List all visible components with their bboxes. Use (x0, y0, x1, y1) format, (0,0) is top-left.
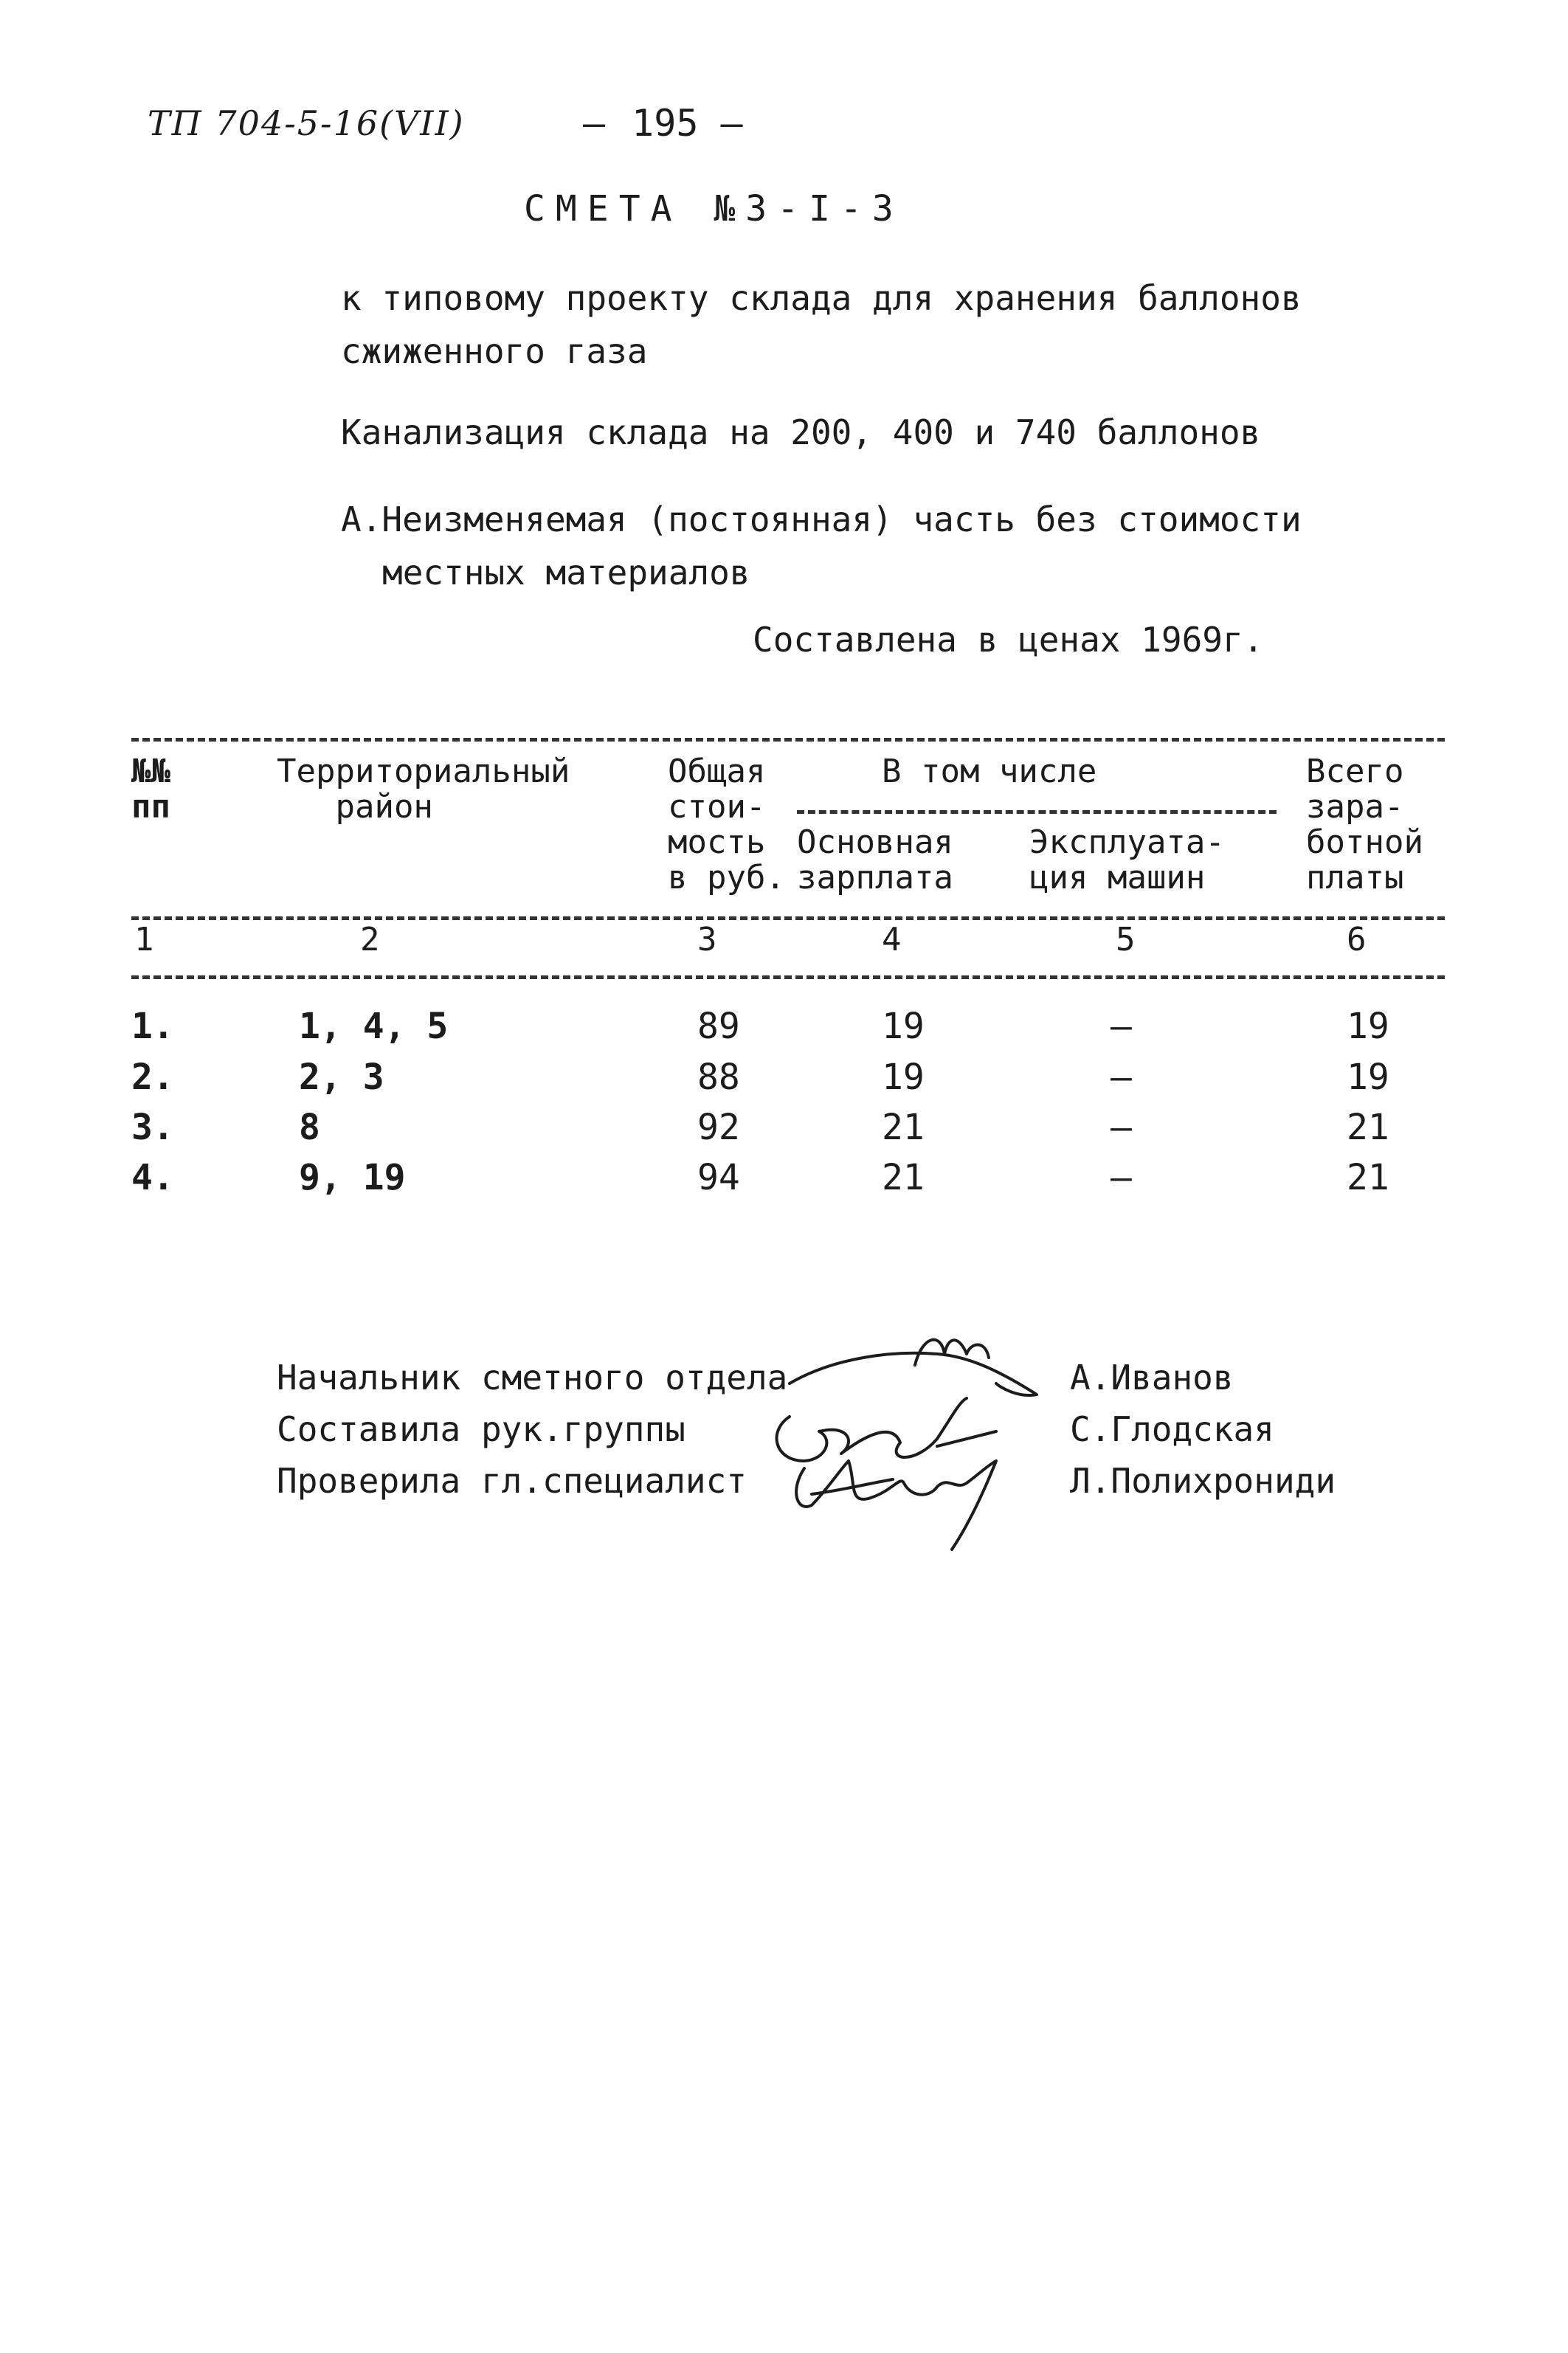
row-1-machines: – (1111, 1006, 1132, 1047)
row-3-region: 8 (299, 1107, 320, 1148)
row-2-wages: 19 (1347, 1057, 1389, 1098)
header-bottom-rule (131, 916, 1445, 920)
signature-stroke-4 (937, 1431, 996, 1446)
part-line-1: А.Неизменяемая (постоянная) часть без стоимости (341, 500, 1302, 539)
signature-stroke-3 (777, 1398, 967, 1461)
signature-name-2: С.Глодская (1070, 1409, 1274, 1449)
prices-note: Составлена в ценах 1969г. (753, 620, 1264, 660)
signature-role-1: Начальник сметного отдела (277, 1358, 788, 1397)
subtitle (341, 272, 1302, 378)
row-4-machines: – (1111, 1157, 1132, 1198)
header-including: В том числе (882, 753, 1097, 790)
row-1-salary: 19 (882, 1006, 925, 1047)
row-3-total: 92 (697, 1107, 740, 1148)
column-number-3: 3 (697, 921, 717, 958)
page-number-dash-left: – (583, 102, 606, 145)
document-code: ТП 704-5-16(VII) (148, 103, 465, 143)
signature-stroke-1 (790, 1353, 1037, 1395)
signature-stroke-5 (796, 1461, 996, 1549)
page-number-dash-right: – (720, 102, 743, 145)
row-4-salary: 21 (882, 1157, 925, 1198)
row-3-machines: – (1111, 1107, 1132, 1148)
table-top-rule (131, 738, 1445, 742)
subtitle-line-2: сжиженного газа (341, 331, 648, 371)
page-number (583, 102, 747, 145)
row-4-wages: 21 (1347, 1157, 1389, 1198)
header-num: №№ пп (131, 753, 170, 826)
column-number-2: 2 (360, 921, 380, 958)
row-4-num: 4. (131, 1157, 174, 1198)
header-total: Общая стои- мость в руб. (668, 753, 785, 896)
row-4-region: 9, 19 (299, 1157, 406, 1198)
estimate-title: СМЕТА №3-I-3 (524, 188, 904, 229)
signature-role-2: Составила рук.группы (277, 1409, 685, 1449)
row-2-region: 2, 3 (299, 1057, 384, 1098)
header-including-rule (797, 810, 1277, 814)
column-number-5: 5 (1116, 921, 1136, 958)
signature-role-3: Проверила гл.специалист (277, 1461, 747, 1501)
signature-name-3: Л.Полихрониди (1070, 1461, 1336, 1501)
row-2-num: 2. (131, 1057, 174, 1098)
subtitle-line-1: к типовому проекту склада для хранения баллонов (341, 278, 1302, 318)
row-1-region: 1, 4, 5 (299, 1006, 449, 1047)
row-1-total: 89 (697, 1006, 740, 1047)
column-number-1: 1 (134, 921, 154, 958)
page-number-value: 195 (632, 102, 699, 145)
section-title: Канализация склада на 200, 400 и 740 баллонов (341, 412, 1261, 452)
row-1-wages: 19 (1347, 1006, 1389, 1047)
row-3-num: 3. (131, 1107, 174, 1148)
part-line-2: местных материалов (382, 553, 750, 592)
row-4-total: 94 (697, 1157, 740, 1198)
column-number-4: 4 (882, 921, 902, 958)
handwritten-signatures (745, 1313, 1055, 1557)
column-numbers-rule (131, 975, 1445, 979)
header-wages: Всего зара- ботной платы (1306, 753, 1423, 896)
header-salary: Основная зарплата (797, 823, 953, 896)
row-2-salary: 19 (882, 1057, 925, 1098)
row-2-machines: – (1111, 1057, 1132, 1098)
row-3-salary: 21 (882, 1107, 925, 1148)
row-1-num: 1. (131, 1006, 174, 1047)
column-number-6: 6 (1347, 921, 1367, 958)
header-region: Территориальный район (277, 753, 570, 826)
signature-name-1: А.Иванов (1070, 1358, 1234, 1397)
row-3-wages: 21 (1347, 1107, 1389, 1148)
header-machines: Эксплуата- ция машин (1029, 823, 1225, 896)
row-2-total: 88 (697, 1057, 740, 1098)
part-description (341, 493, 1302, 599)
